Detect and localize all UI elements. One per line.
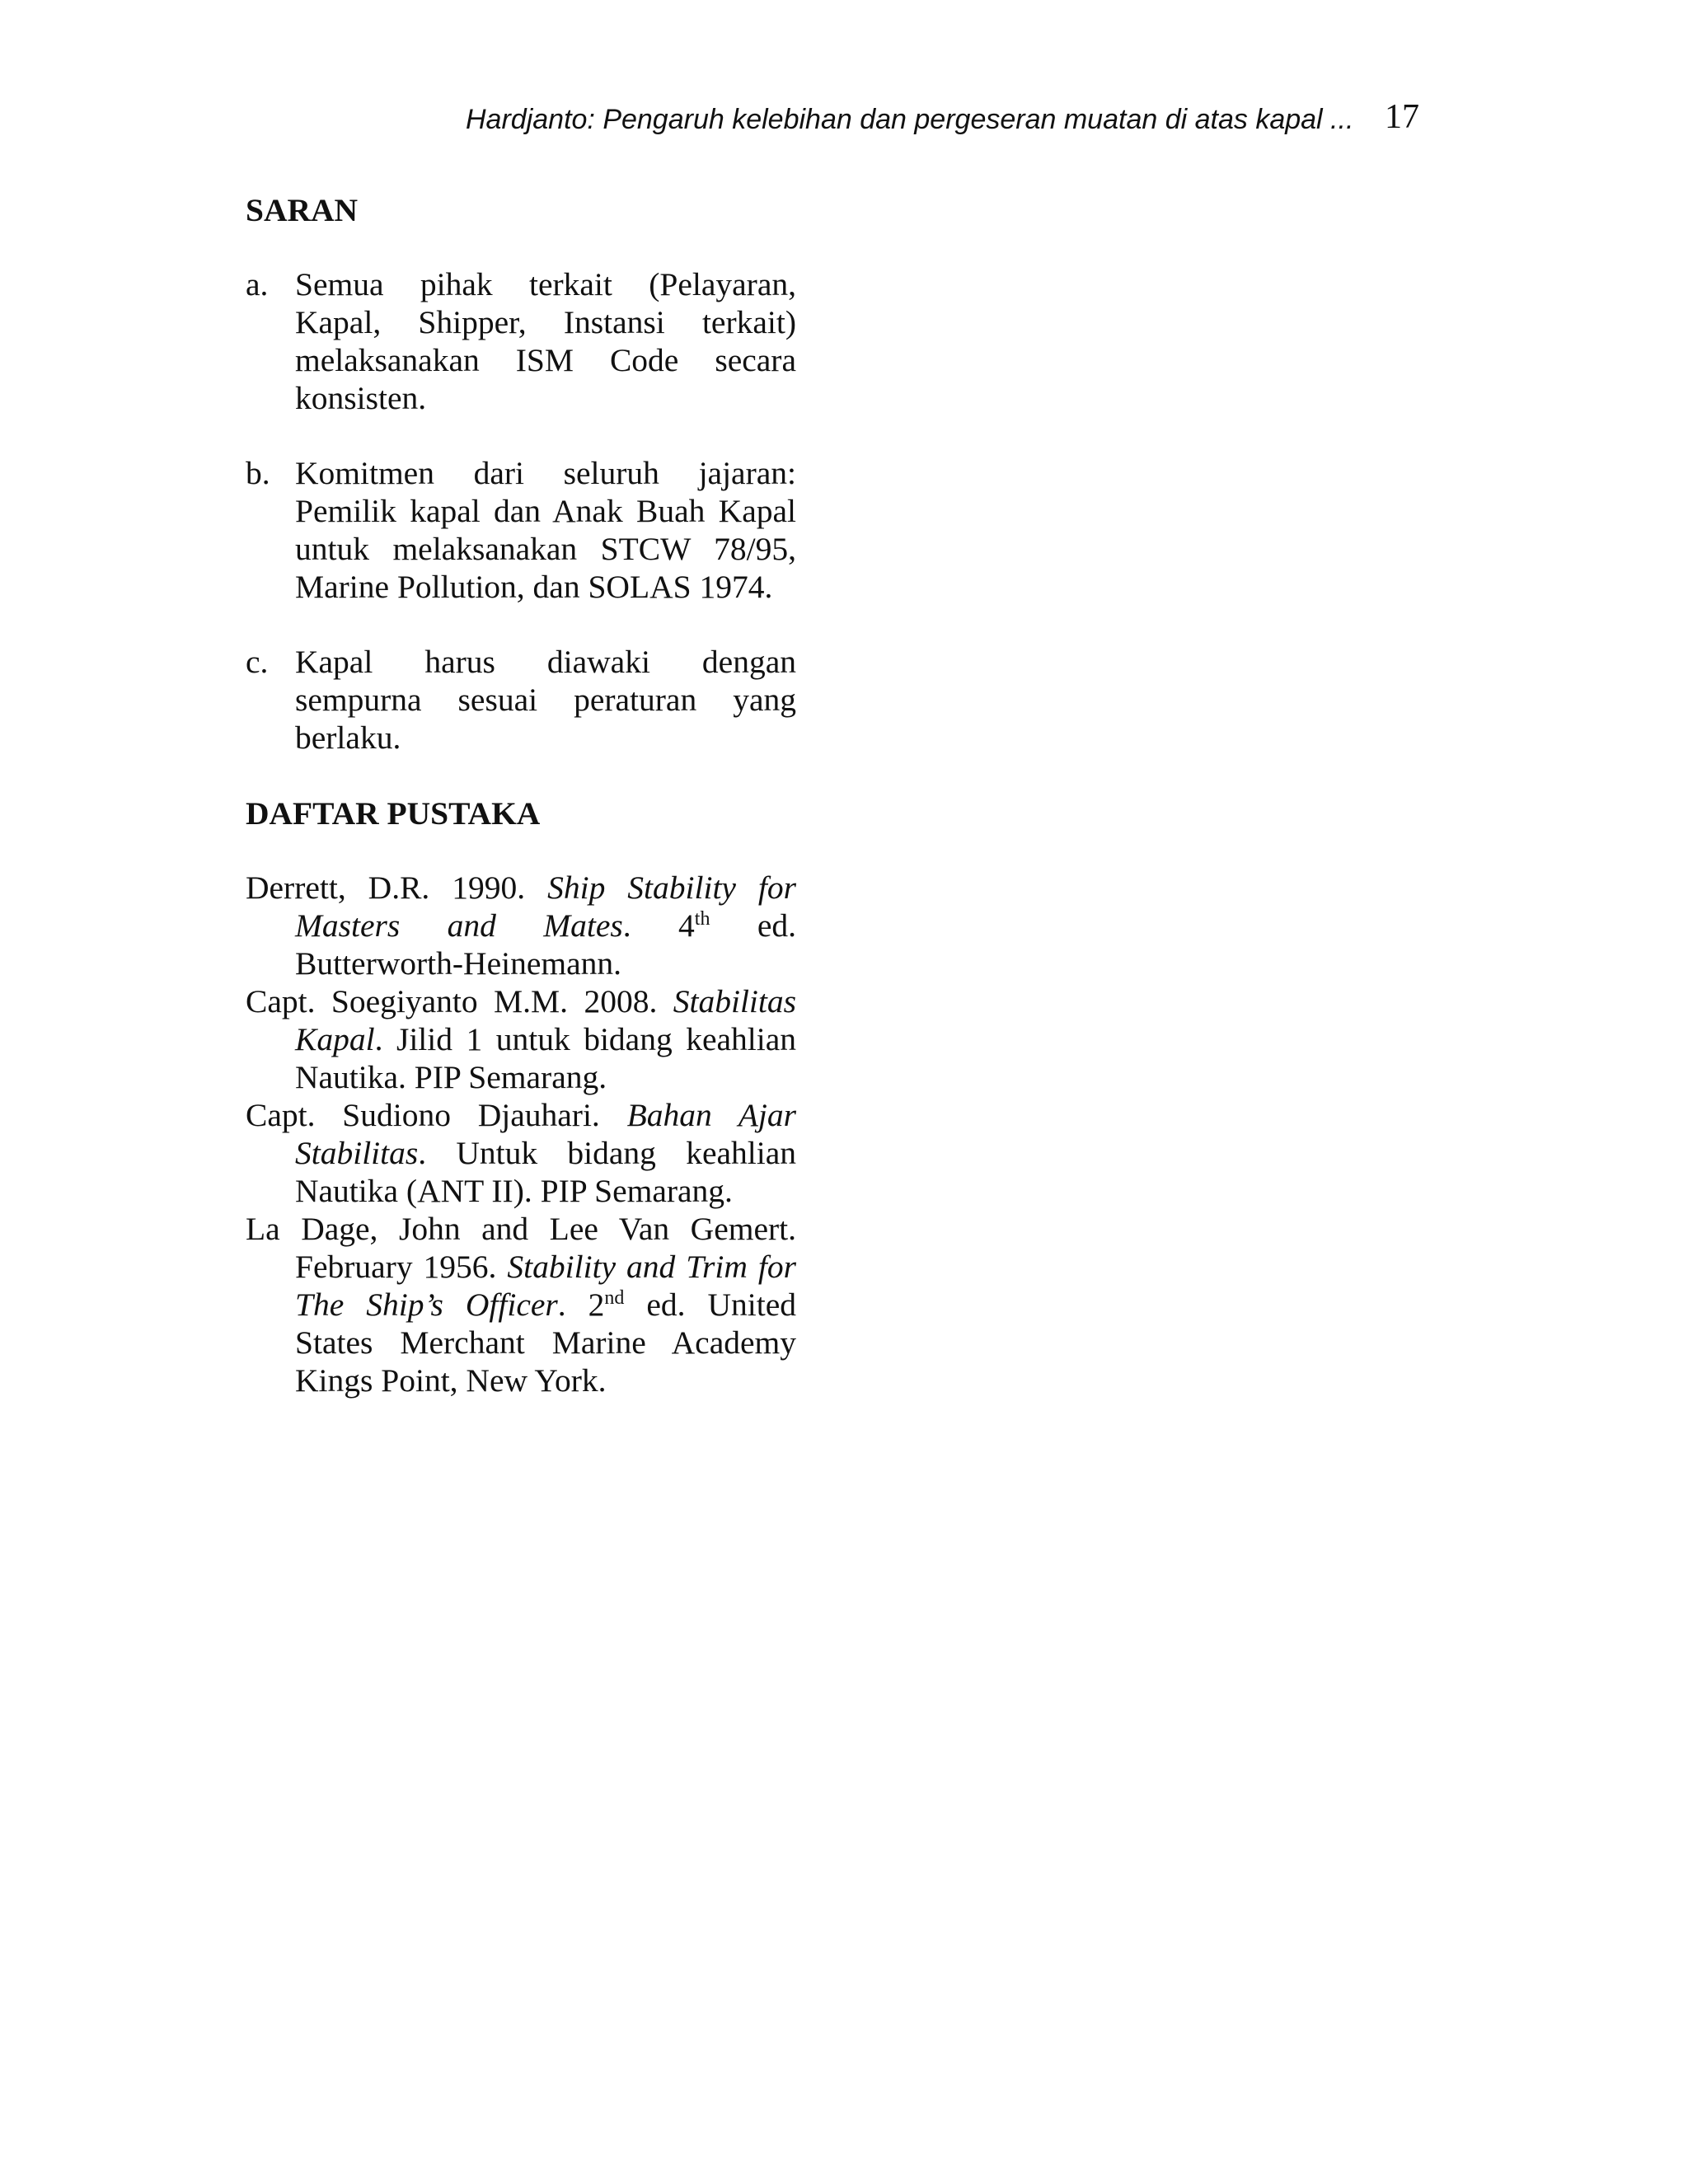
reference-detail: . Untuk bidang keahlian Nautika (ANT II). PIP Semarang. <box>295 1135 796 1209</box>
saran-item-a <box>246 265 796 417</box>
reference-superscript: nd <box>604 1286 625 1309</box>
saran-heading: SARAN <box>246 192 359 228</box>
reference-list <box>246 869 796 1399</box>
reference-title: Ship Stability for Masters and Mates <box>295 869 797 944</box>
reference-publisher: ed. Butterworth-Heinemann. <box>295 907 796 982</box>
reference-title: Bahan Ajar Stabilitas <box>295 1097 796 1171</box>
reference-detail: . 4 <box>622 907 695 944</box>
saran-item-text: Komitmen dari seluruh jajaran: Pemilik kapal dan Anak Buah Kapal untuk melaksanakan STCW 78/95, Marine Pollution, dan SOLAS 1974. <box>295 455 796 605</box>
saran-item-text: Kapal harus diawaki dengan sempurna sesuai peraturan yang berlaku. <box>295 644 796 756</box>
running-title: Hardjanto: Pengaruh kelebihan dan pergeseran muatan di atas kapal ... <box>466 104 1354 135</box>
saran-item-b <box>246 454 796 606</box>
reference-entry <box>246 869 796 982</box>
text-column <box>246 191 796 1399</box>
reference-author: Capt. Sudiono Djauhari. <box>246 1097 627 1133</box>
running-header <box>462 97 1451 147</box>
reference-entry <box>246 982 796 1096</box>
reference-entry <box>246 1096 796 1210</box>
reference-publisher: ed. United States Merchant Marine Academy Kings Point, New York. <box>295 1286 797 1399</box>
saran-item-text: Semua pihak terkait (Pelayaran, Kapal, Shipper, Instansi terkait) melaksanakan ISM Code secara konsisten. <box>295 266 796 416</box>
list-marker: b. <box>246 455 270 491</box>
saran-list <box>246 265 796 757</box>
reference-author: Derrett, D.R. 1990. <box>246 869 548 906</box>
reference-author: La Dage, John and Lee Van Gemert. February 1956. <box>246 1211 796 1285</box>
reference-superscript: th <box>694 907 710 930</box>
reference-entry <box>246 1210 796 1399</box>
daftar-pustaka-heading: DAFTAR PUSTAKA <box>246 795 541 832</box>
reference-detail: . Jilid 1 untuk bidang keahlian Nautika. PIP Semarang. <box>295 1021 796 1095</box>
list-marker: a. <box>246 266 269 302</box>
reference-title: Stability and Trim for The Ship’s Officer <box>295 1249 796 1323</box>
reference-author: Capt. Soegiyanto M.M. 2008. <box>246 983 673 1019</box>
saran-item-c <box>246 643 796 757</box>
list-marker: c. <box>246 644 269 680</box>
page-number: 17 <box>1385 98 1419 136</box>
reference-title: Stabilitas Kapal <box>295 983 796 1057</box>
reference-detail: . 2 <box>557 1286 605 1323</box>
